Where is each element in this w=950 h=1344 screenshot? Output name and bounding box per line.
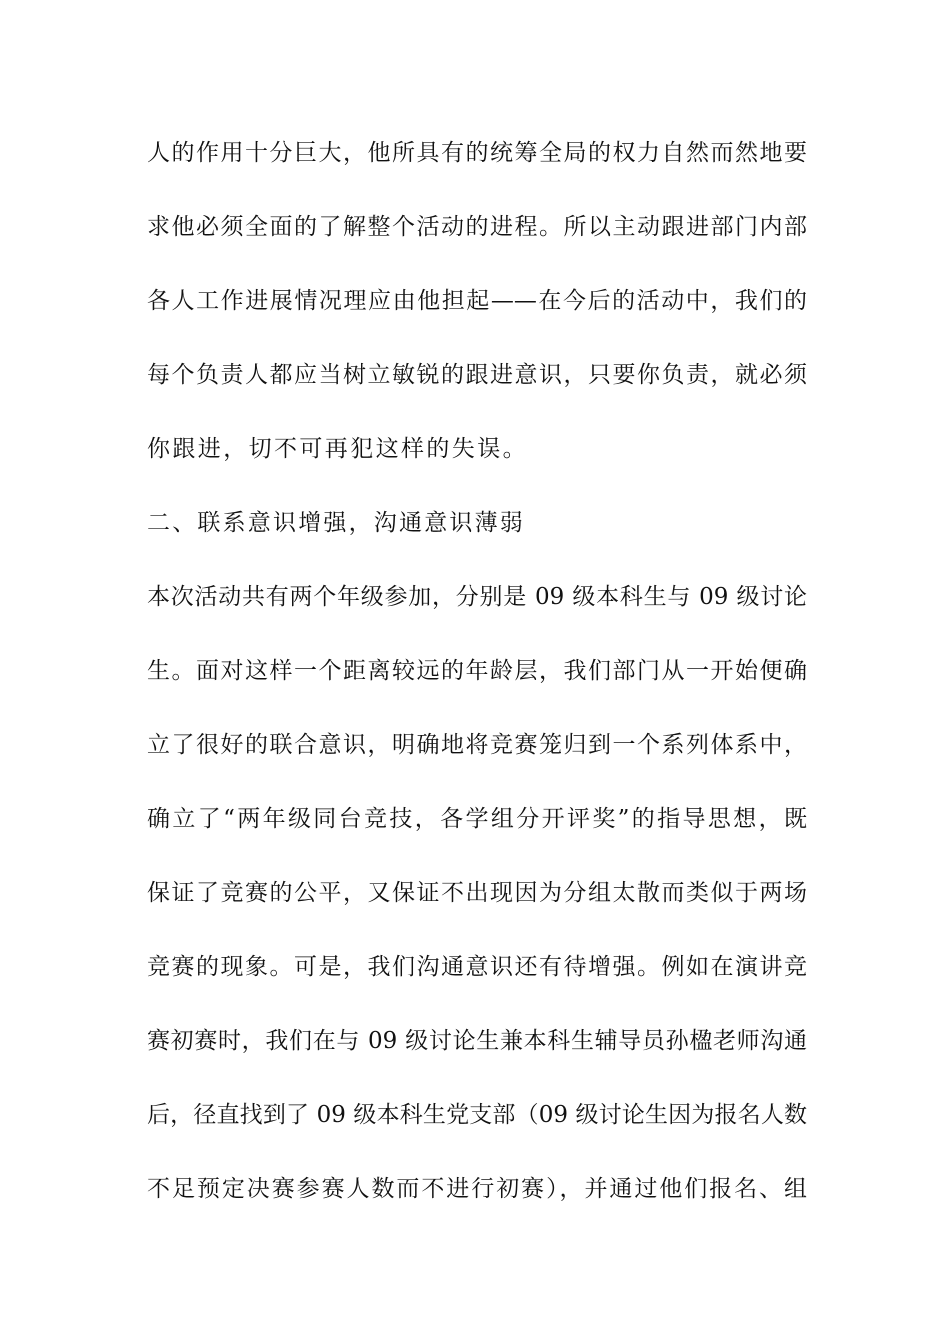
paragraph-line: 确立了“两年级同台竞技，各学组分开评奖”的指导思想，既: [147, 806, 807, 832]
paragraph-line: 立了很好的联合意识，明确地将竞赛笼归到一个系列体系中，: [147, 732, 807, 758]
paragraph-line: 本次活动共有两个年级参加，分别是 09 级本科生与 09 级讨论: [147, 584, 807, 610]
paragraph-line: 保证了竞赛的公平，又保证不出现因为分组太散而类似于两场: [147, 880, 807, 906]
paragraph-line: 人的作用十分巨大，他所具有的统筹全局的权力自然而然地要: [147, 140, 807, 166]
paragraph-line: 求他必须全面的了解整个活动的进程。所以主动跟进部门内部: [147, 214, 807, 240]
paragraph-line: 生。面对这样一个距离较远的年龄层，我们部门从一开始便确: [147, 658, 807, 684]
paragraph-line: 竞赛的现象。可是，我们沟通意识还有待增强。例如在演讲竞: [147, 954, 807, 980]
paragraph-line: 每个负责人都应当树立敏锐的跟进意识，只要你负责，就必须: [147, 362, 807, 388]
paragraph-line: 各人工作进展情况理应由他担起——在今后的活动中，我们的: [147, 288, 807, 314]
paragraph-line: 后，径直找到了 09 级本科生党支部（09 级讨论生因为报名人数: [147, 1102, 807, 1128]
paragraph-line: 不足预定决赛参赛人数而不进行初赛），并通过他们报名、组: [147, 1176, 807, 1202]
section-heading: 二、联系意识增强，沟通意识薄弱: [147, 510, 525, 536]
paragraph-line: 赛初赛时，我们在与 09 级讨论生兼本科生辅导员孙楹老师沟通: [147, 1028, 807, 1054]
paragraph-line: 你跟进，切不可再犯这样的失误。: [147, 436, 528, 462]
